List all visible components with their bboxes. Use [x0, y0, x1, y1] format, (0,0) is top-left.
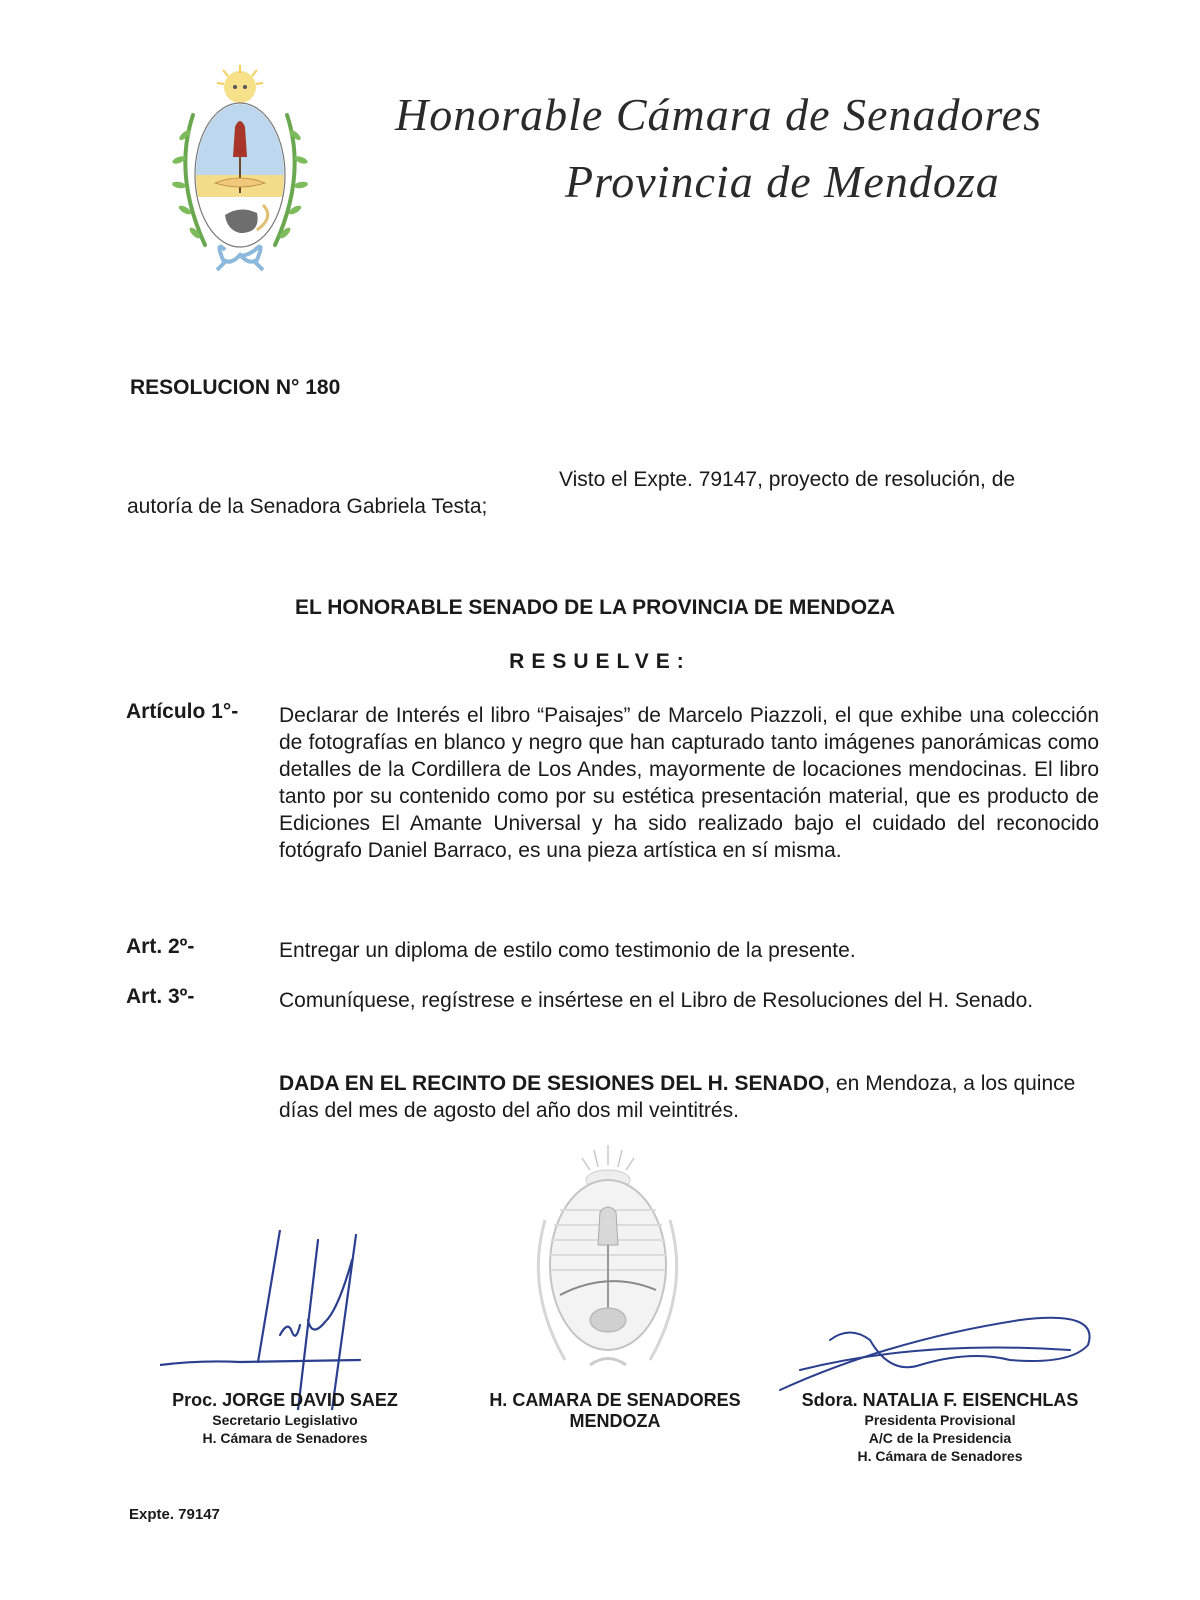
signature-block-eisenchlas	[770, 1390, 1110, 1465]
signer-role: Presidenta Provisional	[864, 1412, 1016, 1428]
header-title-line1: Honorable Cámara de Senadores	[395, 89, 1042, 140]
preamble-line2: autoría de la Senadora Gabriela Testa;	[127, 495, 488, 518]
senado-heading	[0, 596, 1200, 620]
signer-name: Sdora. NATALIA F. EISENCHLAS	[801, 1390, 1079, 1410]
signature-block-camara	[480, 1390, 750, 1432]
signer-institution: H. Cámara de Senadores	[202, 1430, 368, 1446]
ribbon-icon	[217, 247, 263, 270]
signature-eisenchlas-icon	[770, 1280, 1110, 1400]
closing-rest: , en Mendoza, a los quince días del mes de agosto del año dos mil veintitrés.	[279, 1072, 1076, 1122]
institution-name: H. CAMARA DE SENADORES	[489, 1390, 741, 1410]
signer-role: Secretario Legislativo	[212, 1412, 358, 1428]
article-2-text: Entregar un diploma de estilo como testimonio de la presente.	[279, 939, 856, 962]
closing-bold: DADA EN EL RECINTO DE SESIONES DEL H. SENADO	[279, 1072, 825, 1095]
closing-statement	[279, 1070, 1099, 1124]
sun-icon	[217, 65, 263, 103]
senate-seal-icon	[520, 1140, 695, 1380]
header-title-line2: Provincia de Mendoza	[565, 156, 1000, 207]
signer-name: Proc. JORGE DAVID SAEZ	[172, 1390, 398, 1410]
article-1-label: Artículo 1°-	[126, 700, 239, 723]
signature-saez-icon	[160, 1230, 410, 1410]
preamble-line1: Visto el Expte. 79147, proyecto de resolución, de	[559, 468, 1016, 491]
signer-institution: H. Cámara de Senadores	[857, 1448, 1023, 1464]
resolution-number: RESOLUCION N° 180	[130, 376, 341, 399]
coat-of-arms-icon	[165, 65, 315, 275]
institution-city: MENDOZA	[569, 1411, 661, 1431]
article-2-label: Art. 2º-	[126, 935, 195, 958]
article-3-label: Art. 3º-	[126, 985, 195, 1008]
footer-expediente: Expte. 79147	[129, 1506, 220, 1523]
signer-role-2: A/C de la Presidencia	[868, 1430, 1012, 1446]
signature-block-saez	[150, 1390, 420, 1447]
article-3-text: Comuníquese, regístrese e insértese en el Libro de Resoluciones del H. Senado.	[279, 989, 1034, 1012]
article-1-text: Declarar de Interés el libro “Paisajes” de Marcelo Piazzoli, el que exhibe una colección de fotografías en blanco y negro que han capturado tanto imágenes panorámicas como detalles de la Cordillera de Los Andes, mayormente de locaciones mendocinas. El libro tanto por su contenido como por su estética presentación material, que es producto de Ediciones El Amante Universal y ha sido realizado bajo el cuidado del reconocido fotógrafo Daniel Barraco, es una pieza artística en sí misma.	[279, 704, 1099, 862]
resuelve-heading: RESUELVE:	[509, 650, 691, 673]
senado-heading-text: EL HONORABLE SENADO DE LA PROVINCIA DE MENDOZA	[294, 596, 896, 619]
